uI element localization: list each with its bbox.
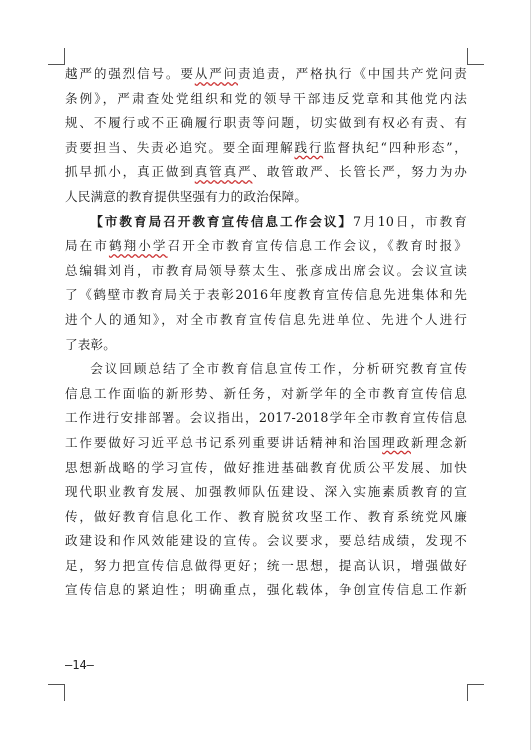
text-line [65,308,467,333]
text-segment: 工作进行安排部署。会议指出，2017-2018学年全市教育宣传信息 [65,410,467,426]
text-segment: 总编辑刘肖，市教育局领导蔡太生、张彦成出席会议。会议宣读 [65,262,467,278]
text-line [65,456,467,481]
text-line [65,62,467,87]
spellcheck-underlined-text: 鹤翔小学 [108,238,168,254]
text-segment: 工作要做好习近平总书记系列重要讲话精神和治国 [65,434,383,450]
text-line [65,529,467,554]
crop-mark-top-left [48,48,65,65]
text-line [65,431,467,456]
text-segment: 越严的强烈信号。要 [65,66,195,81]
text-segment: 局在市 [65,238,109,254]
text-segment: 信息工作面临的新形势、新任务，对新学年的全市教育宣传信息 [65,385,467,401]
text-segment: 7月10日，市教育 [353,213,468,229]
text-segment: 政建设和作风效能建设的宣传。会议要求，要总结成绩，发现不 [65,533,467,549]
text-line [65,111,467,136]
text-segment: 了《鹤壁市教育局关于表彰2016年度教育宣传信息先进集体和先 [65,287,467,303]
text-segment: 监督执纪“四种形态”， [323,139,467,155]
text-segment: 现代职业教育发展、加强教师队伍建设、深入实施素质教育的宣 [65,484,467,500]
text-line [65,87,467,112]
page-number: —14— [65,658,94,672]
spellcheck-underlined-text: 践行 [294,139,324,155]
text-segment: 思想新战略的学习宣传，做好推进基础教育优质公平发展、加快 [65,459,467,475]
text-segment: 进个人的通知》，对全市教育宣传信息先进单位、先进个人进行 [65,311,467,327]
text-line [65,406,467,431]
text-segment: 、敢管敢严、长管长严，努力为办 [252,164,467,180]
text-line [65,480,467,505]
spellcheck-underlined-text: 真管真严 [194,164,253,180]
text-segment: 责要担当、失责必追究。要全面理解 [65,139,295,155]
document-body-text [65,62,467,603]
text-line [65,357,467,382]
bold-heading-text: 【市教育局召开教育宣传信息工作会议】 [90,213,354,229]
text-segment: 新理念新 [411,434,467,450]
text-segment: 会议回顾总结了全市教育信息宣传工作，分析研究教育宣传 [90,361,467,377]
text-line [65,333,467,358]
crop-mark-top-right [467,48,484,65]
text-segment: 条例》，严肃查处党组织和党的领导干部违反党章和其他党内法 [65,90,467,106]
text-segment: 责追责，严格执行《中国共产党问责 [238,66,467,81]
text-line [65,185,467,210]
spellcheck-underlined-text: 从严问 [194,66,238,81]
text-line [65,259,467,284]
text-line [65,554,467,579]
crop-mark-bottom-right [467,684,484,701]
text-line [65,210,467,235]
text-line [65,136,467,161]
text-line [65,505,467,530]
text-line [65,234,467,259]
spellcheck-underlined-text: 理政 [382,434,411,450]
text-line [65,283,467,308]
crop-mark-bottom-left [48,684,65,701]
text-line [65,578,467,603]
text-segment: 宣传信息的紧迫性；明确重点，强化载体，争创宣传信息工作新 [65,582,467,598]
text-line [65,160,467,185]
text-segment: 规、不履行或不正确履行职责等问题，切实做到有权必有责、有 [65,115,467,131]
text-segment: 足，努力把宣传信息做得更好；统一思想，提高认识，增强做好 [65,557,467,573]
text-segment: 传，做好教育信息化工作、教育脱贫攻坚工作、教育系统党风廉 [65,508,467,524]
text-segment: 了表彰。 [65,336,116,352]
text-line [65,382,467,407]
text-segment: 人民满意的教育提供坚强有力的政治保障。 [65,188,308,204]
text-segment: 召开全市教育宣传信息工作会议，《教育时报》 [167,238,467,254]
text-segment: 抓早抓小，真正做到 [65,164,195,180]
